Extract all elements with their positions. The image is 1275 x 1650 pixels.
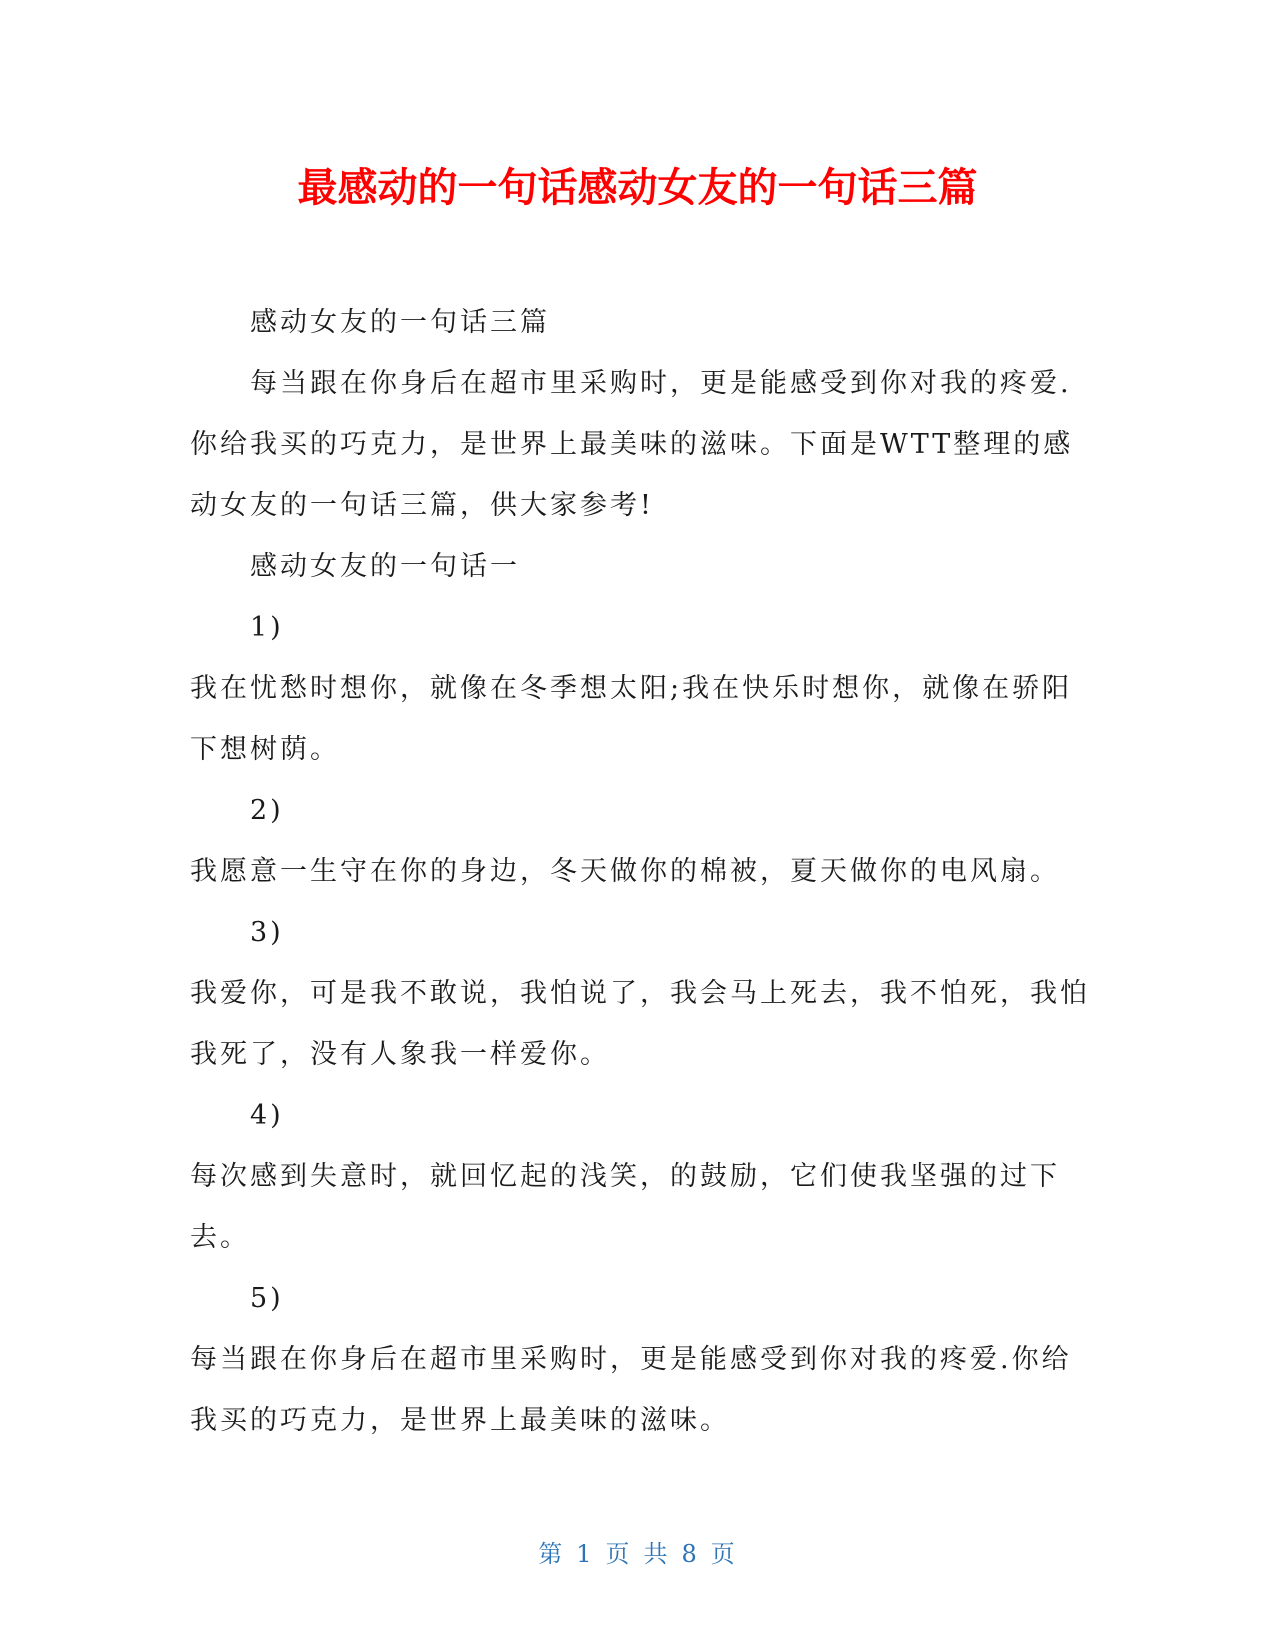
item-number-2: 2) [250,795,284,826]
paragraph-subtitle: 感动女友的一句话三篇 [250,307,550,338]
document-body [190,292,1090,1451]
item-text-5: 每当跟在你身后在超市里采购时，更是能感受到你对我的疼爱.你给我买的巧克力，是世界上最美味的滋味。 [190,1344,1072,1436]
page-footer [0,1538,1275,1570]
item-number-5: 5) [250,1283,284,1314]
paragraph-intro: 每当跟在你身后在超市里采购时，更是能感受到你对我的疼爱.你给我买的巧克力，是世界上最美味的滋味。下面是WTT整理的感动女友的一句话三篇，供大家参考! [190,368,1074,521]
footer-label-page-unit: 页 [605,1540,632,1568]
footer-label-total: 共 [643,1540,670,1568]
item-text-1: 我在忧愁时想你，就像在冬季想太阳;我在快乐时想你，就像在骄阳下想树荫。 [190,673,1073,765]
footer-current-page: 1 [576,1540,594,1568]
item-number-4: 4) [250,1100,284,1131]
document-title: 最感动的一句话感动女友的一句话三篇 [297,165,978,211]
item-number-3: 3) [250,917,284,948]
item-text-2: 我愿意一生守在你的身边，冬天做你的棉被，夏天做你的电风扇。 [190,856,1060,887]
footer-label-page: 第 [538,1540,565,1568]
footer-label-total-unit: 页 [710,1540,737,1568]
section-heading: 感动女友的一句话一 [250,551,520,582]
item-text-3: 我爱你，可是我不敢说，我怕说了，我会马上死去，我不怕死，我怕我死了，没有人象我一样爱你。 [190,978,1090,1070]
item-number-1: 1) [250,612,284,643]
footer-total-pages: 8 [681,1540,699,1568]
item-text-4: 每次感到失意时，就回忆起的浅笑，的鼓励，它们使我坚强的过下去。 [190,1161,1060,1253]
